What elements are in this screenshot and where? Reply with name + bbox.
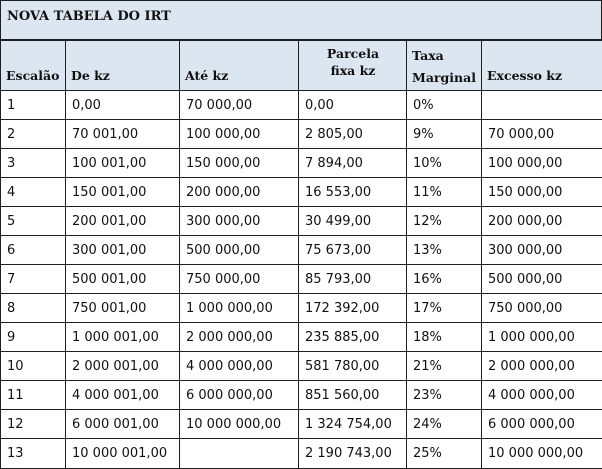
cell-taxa: 10% bbox=[407, 149, 482, 178]
cell-ate: 2 000 000,00 bbox=[180, 323, 299, 352]
table-row bbox=[1, 265, 602, 294]
header-taxa-line2: Marginal bbox=[412, 67, 477, 89]
table-row bbox=[1, 381, 602, 410]
table-row bbox=[1, 410, 602, 439]
header-row bbox=[1, 41, 602, 91]
cell-taxa: 0% bbox=[407, 91, 482, 120]
cell-parcela: 16 553,00 bbox=[299, 178, 407, 207]
cell-ate: 1 000 000,00 bbox=[180, 294, 299, 323]
cell-escalao: 5 bbox=[1, 207, 66, 236]
table-body bbox=[1, 91, 602, 469]
cell-parcela: 30 499,00 bbox=[299, 207, 407, 236]
cell-escalao: 6 bbox=[1, 236, 66, 265]
cell-taxa: 17% bbox=[407, 294, 482, 323]
table-row bbox=[1, 207, 602, 236]
cell-parcela: 2 190 743,00 bbox=[299, 439, 407, 469]
cell-de: 70 001,00 bbox=[66, 120, 180, 149]
cell-de: 1 000 001,00 bbox=[66, 323, 180, 352]
table-header bbox=[1, 41, 602, 91]
cell-excesso: 300 000,00 bbox=[482, 236, 602, 265]
cell-excesso: 500 000,00 bbox=[482, 265, 602, 294]
cell-excesso: 4 000 000,00 bbox=[482, 381, 602, 410]
cell-parcela: 581 780,00 bbox=[299, 352, 407, 381]
cell-ate: 500 000,00 bbox=[180, 236, 299, 265]
cell-de: 10 000 001,00 bbox=[66, 439, 180, 469]
cell-excesso bbox=[482, 91, 602, 120]
cell-ate: 150 000,00 bbox=[180, 149, 299, 178]
cell-taxa: 9% bbox=[407, 120, 482, 149]
header-escalao: Escalão bbox=[1, 41, 66, 91]
cell-escalao: 11 bbox=[1, 381, 66, 410]
cell-excesso: 150 000,00 bbox=[482, 178, 602, 207]
cell-ate: 300 000,00 bbox=[180, 207, 299, 236]
cell-escalao: 10 bbox=[1, 352, 66, 381]
table-title: NOVA TABELA DO IRT bbox=[0, 0, 602, 40]
cell-excesso: 10 000 000,00 bbox=[482, 439, 602, 469]
cell-de: 2 000 001,00 bbox=[66, 352, 180, 381]
cell-ate bbox=[180, 439, 299, 469]
cell-escalao: 4 bbox=[1, 178, 66, 207]
cell-excesso: 6 000 000,00 bbox=[482, 410, 602, 439]
header-parcela-line1: Parcela bbox=[304, 45, 402, 62]
cell-parcela: 85 793,00 bbox=[299, 265, 407, 294]
cell-ate: 70 000,00 bbox=[180, 91, 299, 120]
table-row bbox=[1, 120, 602, 149]
cell-taxa: 13% bbox=[407, 236, 482, 265]
cell-taxa: 18% bbox=[407, 323, 482, 352]
cell-de: 150 001,00 bbox=[66, 178, 180, 207]
cell-excesso: 70 000,00 bbox=[482, 120, 602, 149]
header-parcela bbox=[299, 41, 407, 91]
cell-excesso: 200 000,00 bbox=[482, 207, 602, 236]
table-row bbox=[1, 149, 602, 178]
cell-parcela: 172 392,00 bbox=[299, 294, 407, 323]
table-row bbox=[1, 91, 602, 120]
header-taxa bbox=[407, 41, 482, 91]
table-row bbox=[1, 439, 602, 469]
cell-escalao: 8 bbox=[1, 294, 66, 323]
cell-de: 750 001,00 bbox=[66, 294, 180, 323]
cell-de: 200 001,00 bbox=[66, 207, 180, 236]
header-parcela-line2: fixa kz bbox=[304, 62, 402, 79]
cell-ate: 4 000 000,00 bbox=[180, 352, 299, 381]
cell-escalao: 3 bbox=[1, 149, 66, 178]
cell-de: 6 000 001,00 bbox=[66, 410, 180, 439]
cell-taxa: 11% bbox=[407, 178, 482, 207]
header-taxa-line1: Taxa bbox=[412, 45, 477, 67]
cell-taxa: 21% bbox=[407, 352, 482, 381]
cell-escalao: 2 bbox=[1, 120, 66, 149]
cell-ate: 750 000,00 bbox=[180, 265, 299, 294]
cell-ate: 100 000,00 bbox=[180, 120, 299, 149]
table-row bbox=[1, 178, 602, 207]
table-row bbox=[1, 294, 602, 323]
cell-parcela: 7 894,00 bbox=[299, 149, 407, 178]
cell-escalao: 9 bbox=[1, 323, 66, 352]
cell-parcela: 851 560,00 bbox=[299, 381, 407, 410]
cell-taxa: 24% bbox=[407, 410, 482, 439]
cell-escalao: 1 bbox=[1, 91, 66, 120]
cell-excesso: 2 000 000,00 bbox=[482, 352, 602, 381]
cell-ate: 10 000 000,00 bbox=[180, 410, 299, 439]
cell-taxa: 23% bbox=[407, 381, 482, 410]
cell-de: 4 000 001,00 bbox=[66, 381, 180, 410]
cell-parcela: 2 805,00 bbox=[299, 120, 407, 149]
cell-escalao: 7 bbox=[1, 265, 66, 294]
cell-ate: 6 000 000,00 bbox=[180, 381, 299, 410]
header-de: De kz bbox=[66, 41, 180, 91]
cell-escalao: 12 bbox=[1, 410, 66, 439]
cell-de: 0,00 bbox=[66, 91, 180, 120]
cell-parcela: 75 673,00 bbox=[299, 236, 407, 265]
cell-parcela: 0,00 bbox=[299, 91, 407, 120]
irt-table bbox=[0, 40, 602, 469]
table-row bbox=[1, 352, 602, 381]
cell-ate: 200 000,00 bbox=[180, 178, 299, 207]
cell-excesso: 1 000 000,00 bbox=[482, 323, 602, 352]
cell-parcela: 1 324 754,00 bbox=[299, 410, 407, 439]
cell-taxa: 25% bbox=[407, 439, 482, 469]
cell-parcela: 235 885,00 bbox=[299, 323, 407, 352]
cell-de: 100 001,00 bbox=[66, 149, 180, 178]
table-row bbox=[1, 323, 602, 352]
cell-taxa: 12% bbox=[407, 207, 482, 236]
header-excesso: Excesso kz bbox=[482, 41, 602, 91]
cell-taxa: 16% bbox=[407, 265, 482, 294]
cell-de: 300 001,00 bbox=[66, 236, 180, 265]
table-row bbox=[1, 236, 602, 265]
cell-excesso: 100 000,00 bbox=[482, 149, 602, 178]
header-ate: Até kz bbox=[180, 41, 299, 91]
cell-escalao: 13 bbox=[1, 439, 66, 469]
cell-de: 500 001,00 bbox=[66, 265, 180, 294]
cell-excesso: 750 000,00 bbox=[482, 294, 602, 323]
